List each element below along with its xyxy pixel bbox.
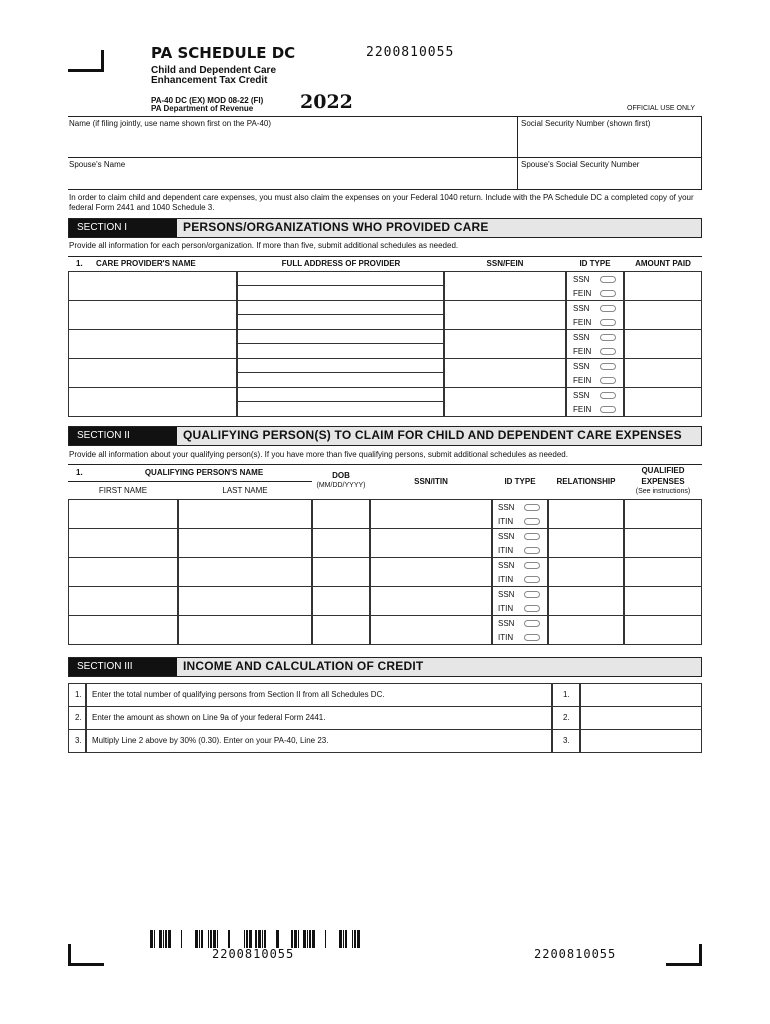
s3-line-text: Enter the total number of qualifying persons from Section II from all Schedules DC. [92, 690, 385, 699]
s1-idtype-fein-checkbox[interactable] [600, 406, 616, 413]
s3-line-amount-field[interactable] [580, 729, 702, 753]
s1-address-line1-field[interactable] [237, 271, 444, 286]
s1-col-amount: AMOUNT PAID [635, 259, 691, 268]
s2-col-idtype: ID TYPE [504, 477, 536, 486]
barcode-bar [181, 930, 182, 948]
s2-relationship-field[interactable] [548, 557, 624, 587]
barcode-bar [159, 930, 162, 948]
s1-idtype-fein-label: FEIN [573, 405, 592, 414]
s2-col-expenses-1: QUALIFIED [641, 466, 685, 475]
tax-year: 2022 [300, 91, 353, 113]
s1-provider-name-field[interactable] [68, 358, 237, 388]
s1-col-name: CARE PROVIDER'S NAME [96, 259, 196, 268]
s2-ssn-itin-field[interactable] [370, 557, 492, 587]
s2-first-name-field[interactable] [68, 615, 178, 645]
s2-idtype-ssn-label: SSN [498, 532, 515, 541]
s1-amount-field[interactable] [624, 271, 702, 301]
section1-bar [68, 218, 702, 238]
barcode-bar [154, 930, 155, 948]
barcode-bar [276, 930, 279, 948]
s1-header-top [68, 256, 702, 257]
form-id: PA-40 DC (EX) MOD 08-22 (FI) [151, 96, 264, 105]
barcode-bar [262, 930, 263, 948]
s2-idtype-itin-checkbox[interactable] [524, 576, 540, 583]
s2-first-name-field[interactable] [68, 586, 178, 616]
s1-amount-field[interactable] [624, 387, 702, 417]
s2-header-mid [68, 481, 312, 482]
barcode-bar [208, 930, 209, 948]
section2-title: QUALIFYING PERSON(S) TO CLAIM FOR CHILD AND DEPENDENT CARE EXPENSES [183, 428, 682, 442]
barcode-bar [199, 930, 200, 948]
s1-provider-name-field[interactable] [68, 329, 237, 359]
s2-last-name-field[interactable] [178, 557, 312, 587]
corner-mark-bottom-right [666, 944, 702, 966]
barcode-bar [352, 930, 353, 948]
barcode-bar [294, 930, 297, 948]
s2-first-name-field[interactable] [68, 557, 178, 587]
section3-title: INCOME AND CALCULATION OF CREDIT [183, 659, 424, 673]
s2-relationship-field[interactable] [548, 528, 624, 558]
s2-expenses-field[interactable] [624, 528, 702, 558]
s1-idtype-fein-checkbox[interactable] [600, 377, 616, 384]
s2-col-dob-format: (MM/DD/YYYY) [316, 482, 366, 489]
official-use-label: OFFICIAL USE ONLY [627, 105, 696, 112]
barcode-bar [357, 930, 360, 948]
s2-ssn-itin-field[interactable] [370, 499, 492, 529]
s3-line-ref: 1. [563, 690, 570, 699]
info-box-right [701, 116, 702, 189]
s1-address-line2-field[interactable] [237, 285, 444, 301]
barcode-bar [213, 930, 216, 948]
s1-address-line1-field[interactable] [237, 387, 444, 402]
s2-line-num: 1. [76, 468, 83, 477]
barcode-bar [264, 930, 266, 948]
barcode-bar [343, 930, 344, 948]
barcode-bar [246, 930, 248, 948]
spouse-name-field[interactable] [69, 170, 515, 187]
s1-provider-name-field[interactable] [68, 300, 237, 330]
s3-line-text: Multiply Line 2 above by 30% (0.30). Enter on your PA-40, Line 23. [92, 736, 329, 745]
s1-address-line2-field[interactable] [237, 314, 444, 330]
form-title: PA SCHEDULE DC [151, 44, 296, 62]
s2-dob-field[interactable] [312, 615, 370, 645]
barcode-bar [249, 930, 252, 948]
s3-line-ref: 3. [563, 736, 570, 745]
s3-line-amount-field[interactable] [580, 683, 702, 707]
s1-idtype-fein-label: FEIN [573, 318, 592, 327]
s2-first-name-field[interactable] [68, 528, 178, 558]
s2-idtype-ssn-label: SSN [498, 590, 515, 599]
corner-mark-bottom-left [68, 944, 104, 966]
s1-address-line2-field[interactable] [237, 343, 444, 359]
s1-idtype-ssn-label: SSN [573, 304, 590, 313]
s2-last-name-field[interactable] [178, 528, 312, 558]
s1-provider-name-field[interactable] [68, 271, 237, 301]
s2-idtype-itin-checkbox[interactable] [524, 518, 540, 525]
s2-relationship-field[interactable] [548, 586, 624, 616]
s2-dob-field[interactable] [312, 586, 370, 616]
s2-col-last: LAST NAME [222, 486, 268, 495]
s1-amount-field[interactable] [624, 358, 702, 388]
s2-idtype-ssn-checkbox[interactable] [524, 591, 540, 598]
barcode-bar [165, 930, 167, 948]
name-field[interactable] [69, 130, 515, 155]
s2-expenses-field[interactable] [624, 586, 702, 616]
s1-idtype-ssn-label: SSN [573, 333, 590, 342]
s1-col-idtype: ID TYPE [579, 259, 611, 268]
s2-col-expenses-3: (See instructions) [635, 488, 691, 495]
s1-ssn-fein-field[interactable] [444, 387, 566, 417]
s1-col-address: FULL ADDRESS OF PROVIDER [281, 259, 401, 268]
s2-idtype-itin-label: ITIN [498, 517, 514, 526]
department: PA Department of Revenue [151, 104, 254, 113]
s2-idtype-ssn-label: SSN [498, 561, 515, 570]
s2-relationship-field[interactable] [548, 499, 624, 529]
barcode-bar [345, 930, 347, 948]
s2-idtype-itin-label: ITIN [498, 575, 514, 584]
s1-ssn-fein-field[interactable] [444, 271, 566, 301]
s2-dob-field[interactable] [312, 557, 370, 587]
s1-idtype-ssn-label: SSN [573, 391, 590, 400]
s2-expenses-field[interactable] [624, 557, 702, 587]
s1-idtype-fein-label: FEIN [573, 289, 592, 298]
s2-dob-field[interactable] [312, 499, 370, 529]
s1-idtype-fein-checkbox[interactable] [600, 290, 616, 297]
s2-ssn-itin-field[interactable] [370, 528, 492, 558]
s1-address-line1-field[interactable] [237, 358, 444, 373]
info-box-divider [517, 116, 518, 189]
spouse-name-label: Spouse's Name [69, 160, 126, 169]
info-box-mid [68, 157, 702, 158]
s2-idtype-ssn-checkbox[interactable] [524, 562, 540, 569]
s1-idtype-ssn-checkbox[interactable] [600, 334, 616, 341]
s1-address-line1-field[interactable] [237, 300, 444, 315]
section2-note: Provide all information about your qualifying person(s). If you have more than five qualifying persons, submit additional schedules as needed. [69, 450, 568, 459]
s2-expenses-field[interactable] [624, 499, 702, 529]
barcode-bar [168, 930, 171, 948]
s1-ssn-fein-field[interactable] [444, 358, 566, 388]
s2-expenses-field[interactable] [624, 615, 702, 645]
s1-address-line2-field[interactable] [237, 401, 444, 417]
section2-bar [68, 426, 702, 446]
s1-line-num: 1. [76, 259, 83, 268]
barcode-bar [339, 930, 342, 948]
s1-idtype-ssn-label: SSN [573, 275, 590, 284]
s2-ssn-itin-field[interactable] [370, 586, 492, 616]
barcode-bar [307, 930, 308, 948]
barcode-bar [303, 930, 306, 948]
barcode-bar [291, 930, 293, 948]
s2-idtype-itin-label: ITIN [498, 633, 514, 642]
s1-idtype-ssn-checkbox[interactable] [600, 363, 616, 370]
s1-address-line2-field[interactable] [237, 372, 444, 388]
barcode-bar [210, 930, 212, 948]
s2-col-first: FIRST NAME [98, 486, 148, 495]
s1-ssn-fein-field[interactable] [444, 300, 566, 330]
s2-last-name-field[interactable] [178, 586, 312, 616]
s2-ssn-itin-field[interactable] [370, 615, 492, 645]
s1-idtype-fein-label: FEIN [573, 347, 592, 356]
s1-idtype-ssn-checkbox[interactable] [600, 392, 616, 399]
barcode-bar [163, 930, 164, 948]
s1-amount-field[interactable] [624, 300, 702, 330]
barcode-bar [244, 930, 245, 948]
barcode-bar [309, 930, 311, 948]
s2-idtype-ssn-checkbox[interactable] [524, 620, 540, 627]
s3-line-ref: 2. [563, 713, 570, 722]
barcode-bar [228, 930, 230, 948]
barcode-bar [258, 930, 261, 948]
s1-ssn-fein-field[interactable] [444, 329, 566, 359]
s3-line-text: Enter the amount as shown on Line 9a of your federal Form 2441. [92, 713, 326, 722]
spouse-ssn-label: Spouse's Social Security Number [521, 160, 640, 169]
barcode-bar [298, 930, 299, 948]
s1-idtype-ssn-checkbox[interactable] [600, 305, 616, 312]
s2-col-dob: DOB [332, 471, 350, 480]
s1-amount-field[interactable] [624, 329, 702, 359]
s3-line-num: 1. [75, 690, 82, 699]
s2-header-top [68, 464, 702, 465]
barcode-bar [217, 930, 218, 948]
s1-idtype-fein-label: FEIN [573, 376, 592, 385]
barcode-bar [325, 930, 326, 948]
s3-line-num: 3. [75, 736, 82, 745]
s2-idtype-itin-label: ITIN [498, 604, 514, 613]
s2-relationship-field[interactable] [548, 615, 624, 645]
section1-title: PERSONS/ORGANIZATIONS WHO PROVIDED CARE [183, 220, 489, 234]
s2-idtype-ssn-label: SSN [498, 503, 515, 512]
barcode-bar [150, 930, 153, 948]
s1-col-ssn: SSN/FEIN [486, 259, 524, 268]
s2-last-name-field[interactable] [178, 615, 312, 645]
barcode-bar [312, 930, 315, 948]
s1-address-line1-field[interactable] [237, 329, 444, 344]
section3-bar [68, 657, 702, 677]
s2-col-expenses-2: EXPENSES [641, 477, 685, 486]
section1-note: Provide all information for each person/organization. If more than five, submit additional schedules as needed. [69, 241, 459, 250]
s1-idtype-fein-checkbox[interactable] [600, 348, 616, 355]
form-number-top: 2200810055 [366, 45, 455, 60]
section3-tag: SECTION III [69, 658, 177, 676]
ssn-label: Social Security Number (shown first) [521, 119, 651, 128]
s1-idtype-ssn-label: SSN [573, 362, 590, 371]
ssn-field[interactable] [521, 130, 699, 155]
form-number-bottom: 2200810055 [534, 947, 617, 961]
section2-tag: SECTION II [69, 427, 177, 445]
barcode-bar [255, 930, 257, 948]
barcode-number: 2200810055 [212, 947, 295, 961]
barcode [150, 930, 362, 948]
barcode-bar [354, 930, 356, 948]
s2-dob-field[interactable] [312, 528, 370, 558]
s2-last-name-field[interactable] [178, 499, 312, 529]
barcode-bar [195, 930, 198, 948]
info-box-top [68, 116, 702, 117]
s1-idtype-fein-checkbox[interactable] [600, 319, 616, 326]
s1-idtype-ssn-checkbox[interactable] [600, 276, 616, 283]
s2-col-ssn: SSN/ITIN [414, 477, 448, 486]
s2-first-name-field[interactable] [68, 499, 178, 529]
s2-idtype-ssn-checkbox[interactable] [524, 533, 540, 540]
s2-idtype-ssn-label: SSN [498, 619, 515, 628]
s2-col-relationship: RELATIONSHIP [556, 477, 616, 486]
section1-tag: SECTION I [69, 219, 177, 237]
s2-idtype-ssn-checkbox[interactable] [524, 504, 540, 511]
name-label: Name (if filing jointly, use name shown first on the PA-40) [69, 119, 272, 128]
s3-line-amount-field[interactable] [580, 706, 702, 730]
s2-idtype-itin-checkbox[interactable] [524, 605, 540, 612]
info-box-bottom [68, 189, 702, 190]
s1-provider-name-field[interactable] [68, 387, 237, 417]
corner-mark-top-left [68, 50, 104, 72]
s2-idtype-itin-checkbox[interactable] [524, 634, 540, 641]
s2-idtype-itin-label: ITIN [498, 546, 514, 555]
barcode-bar [201, 930, 203, 948]
form-subtitle-line2: Enhancement Tax Credit [151, 75, 268, 86]
s3-line-num: 2. [75, 713, 82, 722]
spouse-ssn-field[interactable] [521, 170, 699, 187]
instructions: In order to claim child and dependent care expenses, you must also claim the expenses on your Federal 1040 return. Include with the PA Schedule DC a completed copy of your federal Form 2441 and 1040 Schedule 3. [69, 193, 694, 212]
s2-col-qp: QUALIFYING PERSON'S NAME [144, 468, 264, 477]
form-subtitle-line1: Child and Dependent Care [151, 65, 277, 76]
s2-idtype-itin-checkbox[interactable] [524, 547, 540, 554]
